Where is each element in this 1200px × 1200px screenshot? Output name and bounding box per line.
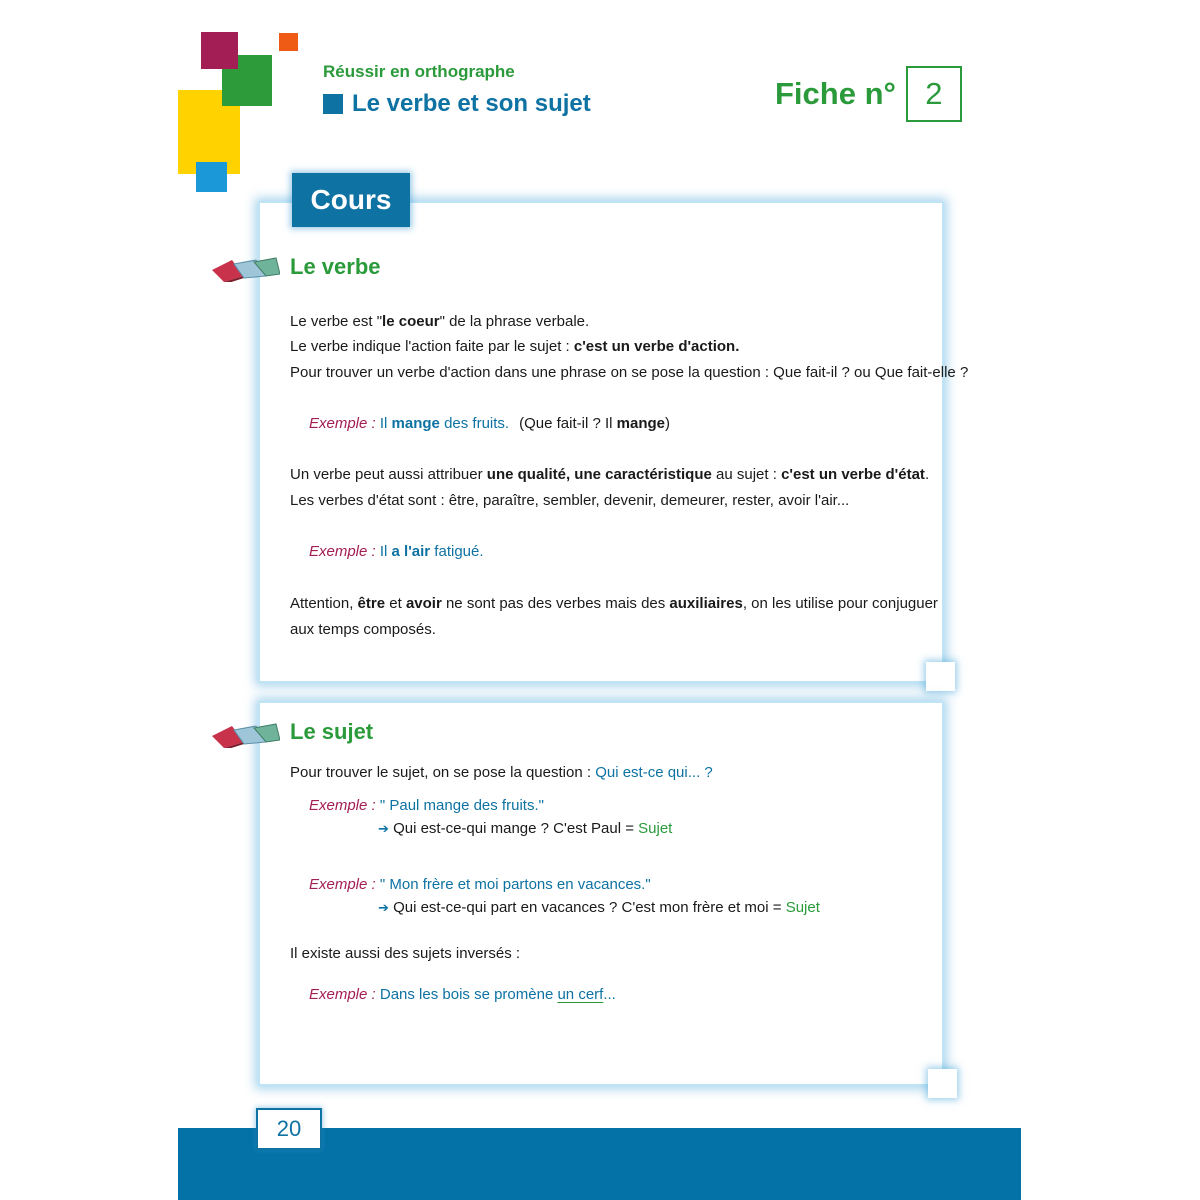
square-bullet-icon [323, 94, 343, 114]
underlined-subject: un cerf [557, 986, 604, 1003]
text-span: Le verbe est " [290, 313, 383, 330]
panel-corner [926, 662, 955, 691]
question-text: Qui est-ce qui... ? [595, 764, 713, 781]
text-span: fatigué. [430, 543, 484, 560]
bold-text: mange [391, 415, 440, 432]
verbe-paragraph-6 [290, 594, 938, 614]
sujet-example-3 [309, 985, 616, 1005]
verbe-example-2 [309, 542, 484, 562]
sujet-example-1-answer [378, 819, 672, 839]
bold-text: une qualité, une caractéristique [486, 466, 712, 483]
sujet-paragraph-1 [290, 763, 713, 783]
section-title-sujet: Le sujet [290, 719, 374, 744]
decor-square-blue [196, 162, 227, 192]
arrow-right-icon: ➔ [378, 900, 389, 915]
example-label: Exemple : [309, 797, 376, 814]
text-span: Il [375, 543, 392, 560]
sujet-label: Sujet [785, 899, 820, 916]
text-span: ) [665, 415, 670, 432]
book-subtitle: Réussir en orthographe [323, 62, 515, 81]
text-span: Qui est-ce-qui mange ? C'est Paul = [388, 820, 639, 837]
text-span: des fruits. [439, 415, 510, 432]
cours-tab: Cours [292, 173, 410, 227]
text-span: , on les utilise pour conjuguer [742, 595, 938, 612]
fiche-number-box: 2 [906, 66, 962, 122]
page-number: 20 [256, 1108, 322, 1150]
chapter-title [323, 90, 591, 118]
verbe-paragraph-2 [290, 337, 739, 357]
text-span: " Paul mange des fruits." [375, 797, 544, 814]
verbe-paragraph-3: Pour trouver un verbe d'action dans une phrase on se pose la question : Que fait-il ? ou Que fait-elle ? [290, 364, 969, 381]
text-span: ... [603, 986, 616, 1003]
arrow-right-icon: ➔ [378, 821, 389, 836]
bold-text: mange [616, 415, 665, 432]
chapter-title-text: Le verbe et son sujet [352, 90, 591, 117]
text-span: Le verbe indique l'action faite par le sujet : [290, 338, 574, 355]
books-icon [210, 720, 280, 748]
panel-corner [928, 1069, 957, 1098]
text-span: " de la phrase verbale. [439, 313, 590, 330]
text-span: Pour trouver le sujet, on se pose la question : [290, 764, 596, 781]
example-label: Exemple : [309, 415, 376, 432]
text-span: Attention, [290, 595, 358, 612]
bold-text: c'est un verbe d'action. [573, 338, 740, 355]
decor-square-purple [201, 32, 238, 69]
bold-text: le coeur [382, 313, 440, 330]
example-label: Exemple : [309, 876, 376, 893]
bold-text: a l'air [391, 543, 431, 560]
bold-text: c'est un verbe d'état [781, 466, 925, 483]
text-span: ne sont pas des verbes mais des [441, 595, 670, 612]
sujet-example-1 [309, 796, 544, 816]
text-span: au sujet : [711, 466, 782, 483]
example-label: Exemple : [309, 543, 376, 560]
fiche-label: Fiche n° [775, 76, 896, 111]
text-span: . [924, 466, 930, 483]
sujet-example-2-answer [378, 898, 820, 918]
section-title-verbe: Le verbe [290, 254, 381, 279]
bold-text: avoir [405, 595, 442, 612]
decor-square-orange [279, 33, 298, 51]
text-span: Un verbe peut aussi attribuer [290, 466, 487, 483]
verbe-paragraph-5: Les verbes d'état sont : être, paraître, sembler, devenir, demeurer, rester, avoir l'air... [290, 492, 850, 509]
example-label: Exemple : [309, 986, 376, 1003]
sujet-paragraph-2: Il existe aussi des sujets inversés : [290, 945, 521, 962]
text-span: Dans les bois se promène [375, 986, 558, 1003]
verbe-example-1 [309, 414, 670, 434]
verbe-paragraph-4 [290, 465, 929, 485]
bold-text: auxiliaires [669, 595, 743, 612]
text-span: et [385, 595, 406, 612]
bold-text: être [357, 595, 386, 612]
books-icon [210, 254, 280, 282]
text-span: Qui est-ce-qui part en vacances ? C'est mon frère et moi = [388, 899, 786, 916]
text-span: (Que fait-il ? Il [519, 415, 617, 432]
fiche-number [775, 66, 962, 122]
text-span: Il [375, 415, 392, 432]
text-span: " Mon frère et moi partons en vacances." [375, 876, 651, 893]
sujet-example-2 [309, 875, 651, 895]
verbe-paragraph-1 [290, 312, 589, 332]
verbe-paragraph-7: aux temps composés. [290, 621, 436, 638]
sujet-label: Sujet [638, 820, 673, 837]
